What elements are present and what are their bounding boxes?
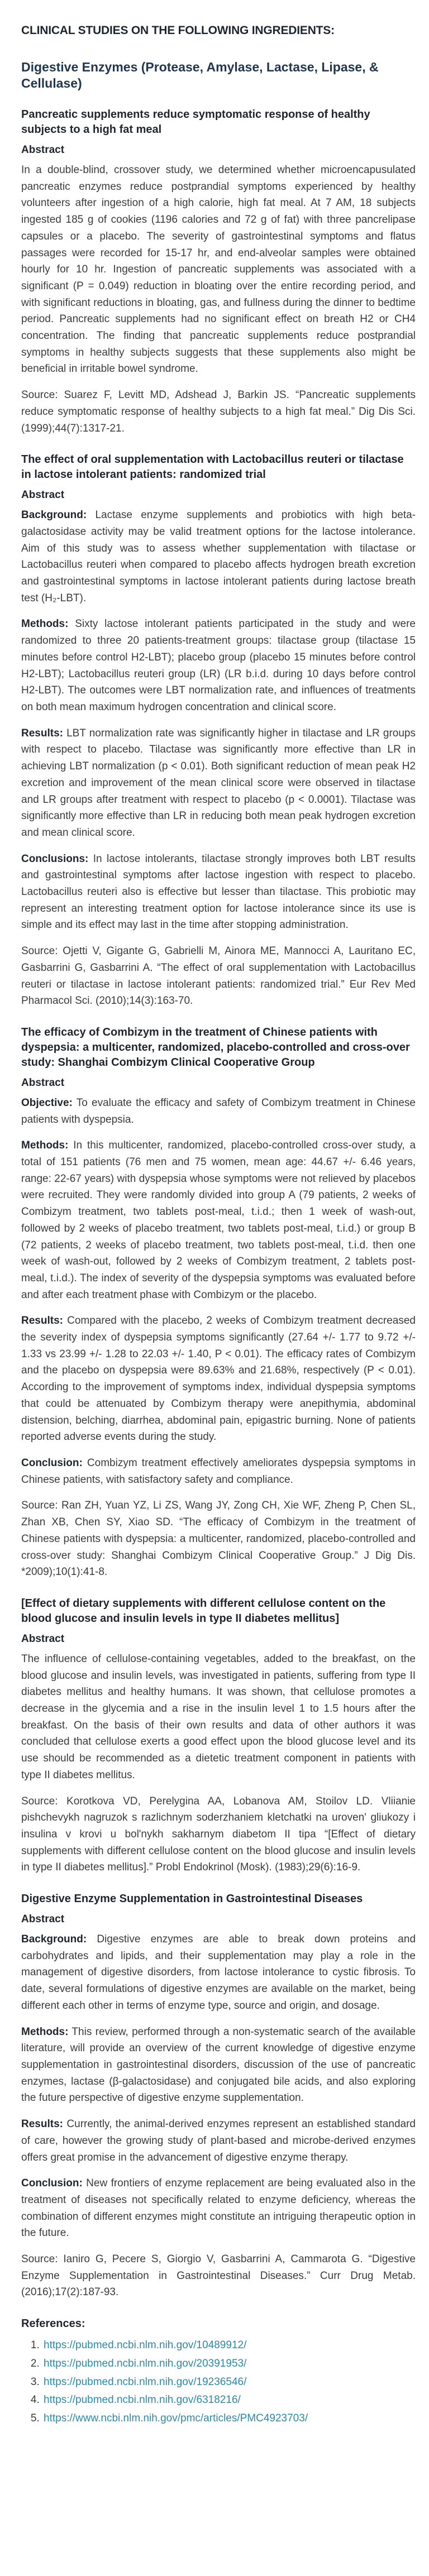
abstract-label: Abstract: [21, 144, 65, 156]
study-title: Digestive Enzyme Supplementation in Gastrointestinal Diseases: [21, 1893, 363, 1905]
abstract-paragraph: Results: LBT normalization rate was significantly higher in tilactase and LR groups with respect to placebo. Tilactase was significantly more effective than LR in achieving LBT normalization (p < 0.01). Both significant reduction of mean peak H2 excretion and improvement of the mean clinical score were observed in tilactase and LR groups after treatment with respect to placebo (p < 0.0001). Tilactase was significantly more effective than LR in reducing both mean peak hydrogen excretion and mean clinical score.: [21, 727, 416, 839]
reference-link[interactable]: https://pubmed.ncbi.nlm.nih.gov/20391953/: [44, 2357, 247, 2369]
paragraph-label: Conclusion:: [21, 2177, 83, 2190]
abstract-paragraph: Results: Currently, the animal-derived enzymes represent an established standard of care, however the growing study of plant-based and microbe-derived enzymes offers great promise in the advancement of digestive enzyme therapy.: [21, 2118, 416, 2163]
paragraph-label: Conclusions:: [21, 853, 89, 865]
paragraph-label: Background:: [21, 1933, 87, 1946]
reference-link[interactable]: https://www.ncbi.nlm.nih.gov/pmc/articles/PMC4923703/: [44, 2412, 308, 2424]
references-section: [21, 2316, 416, 2427]
reference-item: [42, 2337, 416, 2354]
abstract-paragraph: Results: Compared with the placebo, 2 weeks of Combizym treatment decreased the severity index of dyspepsia symptoms significantly (27.64 +/- 1.77 to 9.72 +/- 1.33 vs 23.99 +/- 1.28 to 22.03 +/- 1.40, P < 0.01). The efficacy rates of Combizym and the placebo on dyspepsia were 89.63% and 21.68%, respectively (P < 0.01). According to the improvement of symptoms index, individual dyspepsia symptoms that could be attenuated by Combizym therapy were anepithymia, abdominal distension, belching, diarrhea, abdominal pain, epigastric burning. None of patients reported adverse events during the study.: [21, 1315, 416, 1443]
abstract-paragraph: The influence of cellulose-containing vegetables, added to the breakfast, on the blood glucose and insulin levels, was investigated in patients, suffering from type II diabetes mellitus and healthy humans. It was shown, that cellulose promotes a decrease in the glycemia and a rise in the insulin level 1 to 1.5 hours after the breakfast. On the basis of their own results and data of other authors it was concluded that cellulose exerts a good effect upon the blood glucose level and its use should be recommended as a dietetic treatment component in patients with type II diabetes mellitus.: [21, 1653, 416, 1781]
source-paragraph: Source: Ianiro G, Pecere S, Giorgio V, Gasbarrini A, Cammarota G. “Digestive Enzyme Supplementation in Gastrointestinal Diseases.” Curr Drug Metab. (2016);17(2):187-93.: [21, 2253, 416, 2299]
study-title: The effect of oral supplementation with Lactobacillus reuteri or tilactase in lactose intolerant patients: randomized trial: [21, 453, 404, 481]
abstract-paragraph: Methods: In this multicenter, randomized, placebo-controlled cross-over study, a total of 151 patients (76 men and 75 women, mean age: 44.67 +/- 6.46 years, range: 22-67 years) with dyspepsia whose symptoms were not relieved by placebos were recruited. They were randomly divided into group A (79 patients, 2 weeks of Combizym treatment, two tablets post-meal, t.i.d.; then 1 week of wash-out, followed by 2 weeks of placebo treatment, two tablets post-meal, t.i.d.) or group B (72 patients, 2 weeks of placebo treatment, two tablets post-meal, t.i.d. then one week of wash-out, followed by 2 weeks of Combizym treatment, 2 tablets post-meal, t.i.d.). The index of severity of the dyspepsia symptoms was evaluated before and after each treatment phase with Combizym or the placebo.: [21, 1139, 416, 1301]
reference-link[interactable]: https://pubmed.ncbi.nlm.nih.gov/10489912/: [44, 2339, 247, 2352]
reference-item: [42, 2410, 416, 2427]
references-heading: References:: [21, 2318, 85, 2330]
reference-item: [42, 2374, 416, 2391]
abstract-paragraph: Methods: Sixty lactose intolerant patients participated in the study and were randomized to three 20 patients-treatment groups: tilactase group (tilactase 15 minutes before control H2-LBT); placebo group (placebo 15 minutes before control H2-LBT); Lactobacillus reuteri group (LR) (LR b.i.d. during 10 days before control H2-LBT). The outcomes were LBT normalization rate, and influences of treatments on both mean maximum hydrogen concentration and clinical score.: [21, 618, 416, 713]
paragraph-label: Methods:: [21, 618, 69, 630]
source-paragraph: Source: Korotkova VD, Perelygina AA, Lobanova AM, Stoilov LD. Vliianie pishchevykh nagruzok s razlichnym soderzhaniem kletchatki na uroven' gliukozy i insulina v krovi u bol'nykh sakharnym diabetom II tipa “[Effect of dietary supplements with different cellulose content on the blood glucose and insulin levels in type II diabetes mellitus].” Probl Endokrinol (Mosk). (1983);29(6):16-9.: [21, 1795, 416, 1874]
paragraph-label: Conclusion:: [21, 1457, 83, 1469]
abstract-paragraph: Conclusion: New frontiers of enzyme replacement are being evaluated also in the treatment of diseases not specifically related to enzyme deficiency, whereas the combination of different enzymes might constitute an intriguing therapeutic option in the future.: [21, 2177, 416, 2239]
abstract-paragraph: Background: Lactase enzyme supplements and probiotics with high beta-galactosidase activity may be valid treatment options for the lactose intolerance. Aim of this study was to assess whether supplementation with tilactase or Lactobacillus reuteri when compared to placebo affects hydrogen breath excretion and gastrointestinal symptoms in lactose intolerant patients during lactose breath test (H₂-LBT).: [21, 509, 416, 604]
reference-link[interactable]: https://pubmed.ncbi.nlm.nih.gov/19236546/: [44, 2376, 247, 2388]
abstract-paragraph: Conclusion: Combizym treatment effectively ameliorates dyspepsia symptoms in Chinese patients, with satisfactory safety and compliance.: [21, 1457, 416, 1486]
abstract-label: Abstract: [21, 1913, 65, 1926]
paragraph-label: Methods:: [21, 1139, 69, 1152]
paragraph-label: Background:: [21, 509, 87, 521]
source-paragraph: Source: Ojetti V, Gigante G, Gabrielli M, Ainora ME, Mannocci A, Lauritano EC, Gasbarrini G, Gasbarrini A. “The effect of oral supplementation with Lactobacillus reuteri or tilactase in lactose intolerant patients: randomized trial.” Eur Rev Med Pharmacol Sci. (2010);14(3):163-70.: [21, 945, 416, 1007]
references-list: [21, 2337, 416, 2427]
paragraph-label: Methods:: [21, 2026, 69, 2038]
ingredients-heading: Digestive Enzymes (Protease, Amylase, Lactase, Lipase, & Cellulase): [21, 60, 379, 90]
document-title: CLINICAL STUDIES ON THE FOLLOWING INGREDIENTS:: [21, 24, 335, 37]
study-title: [Effect of dietary supplements with different cellulose content on the blood glucose and insulin levels in type II diabetes mellitus]: [21, 1597, 386, 1625]
paragraph-label: Results:: [21, 727, 63, 739]
study-section: [21, 1892, 416, 2301]
study-title: The efficacy of Combizym in the treatment of Chinese patients with dyspepsia: a multicenter, randomized, placebo-controlled and cross-over study: Shanghai Combizym Clinical Cooperative Group: [21, 1026, 410, 1069]
reference-link[interactable]: https://pubmed.ncbi.nlm.nih.gov/6318216/: [44, 2394, 241, 2406]
study-title: Pancreatic supplements reduce symptomatic response of healthy subjects to a high fat meal: [21, 108, 370, 136]
source-paragraph: Source: Ran ZH, Yuan YZ, Li ZS, Wang JY, Zong CH, Xie WF, Zheng P, Chen SL, Zhan XB, Chen SY, Xiao SD. “The efficacy of Combizym in the treatment of Chinese patients with dyspepsia: a multicenter, randomized, placebo-controlled and cross-over study: Shanghai Combizym Clinical Cooperative Group.” J Dig Dis. *2009);10(1):41-8.: [21, 1500, 416, 1578]
abstract-paragraph: In a double-blind, crossover study, we determined whether microencapusulated pancreatic enzymes reduce postprandial symptoms experienced by healthy volunteers after ingestion of a high calorie, high fat meal. At 7 AM, 18 subjects ingested 185 g of cookies (1196 calories and 72 g of fat) with three pancrelipase capsules or a placebo. The severity of gastrointestinal symptoms and flatus passages were recorded for 15-17 hr, and end-alveolar samples were obtained hourly for 10 hr. Ingestion of pancreatic supplements was associated with a significant (P = 0.049) reduction in bloating over the entire recording period, and with significant reductions in bloating, gas, and fullness during the dinner to bedtime period. Pancreatic supplements had no significant effect on breath H2 or CH4 concentration. The finding that pancreatic supplements reduce postprandial symptoms in healthy subjects suggests that these supplements also might be beneficial in irritable bowel syndrome.: [21, 164, 416, 375]
study-section: [21, 1596, 416, 1876]
paragraph-label: Objective:: [21, 1097, 73, 1109]
study-section: [21, 1025, 416, 1581]
abstract-label: Abstract: [21, 489, 65, 501]
paragraph-label: Results:: [21, 2118, 63, 2130]
study-section: [21, 452, 416, 1009]
source-paragraph: Source: Suarez F, Levitt MD, Adshead J, Barkin JS. “Pancreatic supplements reduce symptomatic response of healthy subjects to a high fat meal.” Dig Dis Sci. (1999);44(7):1317-21.: [21, 389, 416, 434]
study-section: [21, 107, 416, 437]
abstract-paragraph: Conclusions: In lactose intolerants, tilactase strongly improves both LBT results and gastrointestinal symptoms after lactose ingestion with respect to placebo. Lactobacillus reuteri also is effective but lesser than tilactase. This probiotic may represent an interesting treatment option for lactose intolerance since its use is simple and its effect may last in the time after stopping administration.: [21, 853, 416, 931]
abstract-label: Abstract: [21, 1076, 65, 1089]
reference-item: [42, 2392, 416, 2409]
reference-item: [42, 2355, 416, 2372]
abstract-paragraph: Objective: To evaluate the efficacy and safety of Combizym treatment in Chinese patients with dyspepsia.: [21, 1097, 416, 1126]
abstract-paragraph: Background: Digestive enzymes are able to break down proteins and carbohydrates and lipids, and their supplementation may play a role in the management of digestive disorders, from lactose intolerance to cystic fibrosis. To date, several formulations of digestive enzymes are available on the market, being different each other in terms of enzyme type, source and origin, and dosage.: [21, 1933, 416, 2012]
paragraph-label: Results:: [21, 1315, 63, 1327]
abstract-paragraph: Methods: This review, performed through a non-systematic search of the available literature, will provide an overview of the current knowledge of digestive enzyme supplementation in gastrointestinal disorders, discussion of the use of pancreatic enzymes, lactase (β-galactosidase) and conjugated bile acids, and also exploring the future perspective of digestive enzyme supplementation.: [21, 2026, 416, 2104]
abstract-label: Abstract: [21, 1632, 65, 1645]
